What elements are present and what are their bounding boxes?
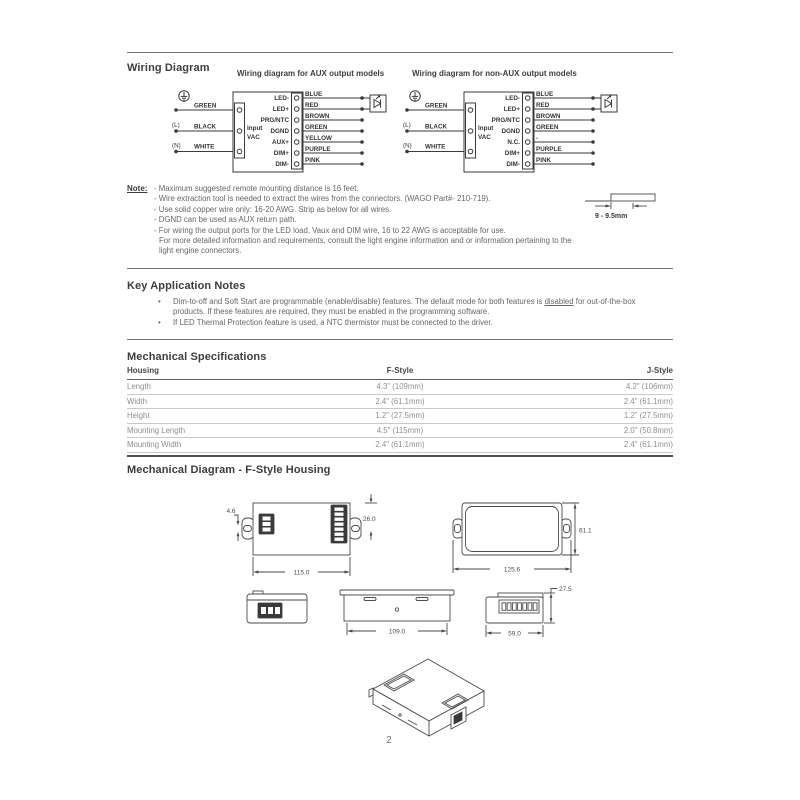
note-line: - DGND can be used as AUX return path.	[154, 215, 297, 225]
dim-ear-slot: 4.6	[226, 508, 236, 515]
table-row	[127, 409, 673, 424]
cell-fstyle: 2.4" (61.1mm)	[375, 440, 425, 450]
dim-end-width: 59.0	[508, 630, 521, 638]
note-line: - Wire extraction tool is needed to extract the wires from the connectors. (WAGO Part#- 210-719).	[154, 194, 491, 204]
input-box-label-1: Input	[247, 125, 263, 132]
dim-connector-width: 26.0	[363, 516, 376, 523]
wire-label: BROWN	[536, 112, 561, 120]
divider-3	[127, 339, 673, 340]
key-note-text	[173, 297, 650, 318]
table-row	[127, 380, 673, 395]
table-row	[127, 394, 673, 409]
wire-strip-icon	[583, 190, 668, 222]
list-item	[158, 297, 650, 318]
cell-fstyle: 4.5" (115mm)	[376, 425, 424, 435]
divider-2	[127, 268, 673, 269]
wire-label: PURPLE	[536, 145, 562, 153]
key-note-post: for out-of-the-box products. If these features are required, they must be enabled in the programming software.	[173, 297, 636, 317]
mech-top-view	[225, 492, 390, 587]
page-number: 2	[386, 735, 392, 746]
wire-label: PINK	[536, 156, 552, 164]
wiring-diagram-nonaux	[403, 83, 619, 181]
input-box-label-2: VAC	[247, 134, 260, 141]
dim-mounting-length: 115.0	[293, 569, 310, 577]
cell-label: Length	[127, 382, 151, 392]
pin-label: LED+	[272, 106, 289, 114]
divider-4	[127, 455, 673, 457]
pin-label: LED-	[274, 95, 289, 103]
pin-label: LED+	[503, 106, 520, 114]
wire-label-neutral: WHITE	[194, 143, 215, 151]
cell-jstyle: 4.2" (106mm)	[626, 382, 673, 392]
ground-icon	[179, 91, 189, 101]
wire-label: PINK	[305, 156, 321, 164]
key-notes-title: Key Application Notes	[127, 280, 246, 292]
cell-label: Width	[127, 396, 147, 406]
aux-diagram-subtitle: Wiring diagram for AUX output models	[237, 69, 385, 78]
pin-label: AUX+	[272, 139, 289, 147]
key-notes-list	[158, 297, 650, 328]
note-line: light engine connectors.	[159, 246, 242, 256]
note-items	[154, 184, 572, 257]
mech-specs-table	[127, 366, 673, 453]
nonaux-diagram-subtitle: Wiring diagram for non-AUX output models	[412, 69, 577, 78]
column-header: F-Style	[386, 366, 414, 375]
cell-jstyle: 1.2" (27.5mm)	[623, 411, 673, 421]
wire-label-ground: GREEN	[425, 102, 448, 110]
wire-label: BROWN	[305, 112, 330, 120]
pin-label: N.C.	[507, 139, 520, 147]
pin-label: DIM-	[506, 161, 520, 169]
column-header: J-Style	[646, 366, 673, 375]
wire-label: BLUE	[536, 90, 554, 98]
mech-side-views	[233, 583, 598, 643]
cell-label: Mounting Width	[127, 440, 182, 450]
mech-diagram-title: Mechanical Diagram - F-Style Housing	[127, 464, 331, 476]
cell-fstyle: 2.4" (61.1mm)	[375, 396, 425, 406]
driver-box	[464, 92, 534, 172]
led-load-icon	[601, 95, 617, 112]
led-load-icon	[370, 95, 386, 112]
neutral-tag: (N)	[172, 142, 181, 150]
pin-label: DIM+	[273, 150, 289, 158]
mech-specs-title: Mechanical Specifications	[127, 351, 267, 363]
strip-dimension: 9 - 9.5mm	[595, 213, 628, 220]
dim-body-length: 125.6	[503, 566, 521, 574]
mech-front-view	[448, 492, 598, 592]
ground-icon	[410, 91, 420, 101]
dim-base-length: 109.0	[388, 628, 406, 636]
column-header: Housing	[127, 366, 159, 375]
wire-label: PURPLE	[305, 145, 331, 153]
wire-label-ground: GREEN	[194, 102, 217, 110]
line-tag: (L)	[172, 122, 180, 129]
wiring-diagram-aux	[172, 83, 388, 181]
wire-label-line: BLACK	[425, 123, 448, 131]
key-note-text: If LED Thermal Protection feature is used, a NTC thermistor must be connected to the driver.	[173, 317, 493, 327]
note-label: Note:	[127, 184, 148, 193]
cell-fstyle: 4.3" (109mm)	[376, 382, 424, 392]
wire-label: GREEN	[305, 123, 328, 131]
note-line: - Maximum suggested remote mounting distance is 16 feet.	[154, 184, 359, 193]
note-line: - Use solid copper wire only: 16-20 AWG. Strip as below for all wires.	[154, 204, 392, 214]
key-note-pre: Dim-to-off and Soft Start are programmable (enable/disable) features. The default mode for both features is	[173, 297, 545, 306]
wire-label: BLUE	[305, 90, 323, 98]
wire-label-neutral: WHITE	[425, 143, 446, 151]
table-row	[127, 438, 673, 453]
neutral-tag: (N)	[403, 142, 412, 150]
wire-label: YELLOW	[305, 134, 332, 142]
note-line: For more detailed information and requirements, consult the light engine information and or information pertaining to the	[159, 236, 572, 246]
wire-label: RED	[305, 101, 319, 109]
note-line: - For wiring the output ports for the LED load, Vaux and DIM wire, 16 to 22 AWG is acceptable for use.	[154, 225, 506, 235]
wiring-section-title: Wiring Diagram	[127, 62, 210, 74]
pin-label: DIM-	[275, 161, 289, 169]
divider-top	[127, 52, 673, 53]
cell-jstyle: 2.0" (50.8mm)	[623, 425, 673, 435]
note-block	[127, 184, 572, 257]
list-item	[158, 318, 650, 328]
pin-label: LED-	[505, 95, 520, 103]
input-box-label-2: VAC	[478, 134, 491, 141]
input-box-label-1: Input	[478, 125, 494, 132]
table-header-row	[127, 366, 673, 380]
dim-body-width: 61.1	[579, 527, 592, 535]
pin-label: DGND	[270, 128, 289, 136]
pin-label: DIM+	[504, 150, 520, 158]
pin-label: PRG/NTC	[260, 117, 289, 125]
key-note-underlined: disabled	[544, 297, 574, 306]
wire-label: RED	[536, 101, 550, 109]
cell-jstyle: 2.4" (61.1mm)	[623, 440, 673, 450]
mech-isometric-view	[348, 645, 503, 745]
line-tag: (L)	[403, 122, 411, 129]
cell-label: Mounting Length	[127, 425, 186, 435]
output-connector	[523, 93, 534, 169]
wire-label-line: BLACK	[194, 123, 217, 131]
bullet-icon: •	[158, 317, 161, 327]
cell-label: Height	[127, 411, 150, 421]
output-connector	[292, 93, 303, 169]
dim-height: 27.5	[559, 586, 572, 593]
cell-jstyle: 2.4" (61.1mm)	[623, 396, 673, 406]
wire-label: GREEN	[536, 123, 559, 131]
bullet-icon: •	[158, 297, 161, 306]
driver-box	[233, 92, 303, 172]
wire-label: -	[536, 134, 539, 142]
cell-fstyle: 1.2" (27.5mm)	[375, 411, 425, 421]
pin-label: PRG/NTC	[491, 117, 520, 125]
table-row	[127, 423, 673, 438]
pin-label: DGND	[501, 128, 520, 136]
